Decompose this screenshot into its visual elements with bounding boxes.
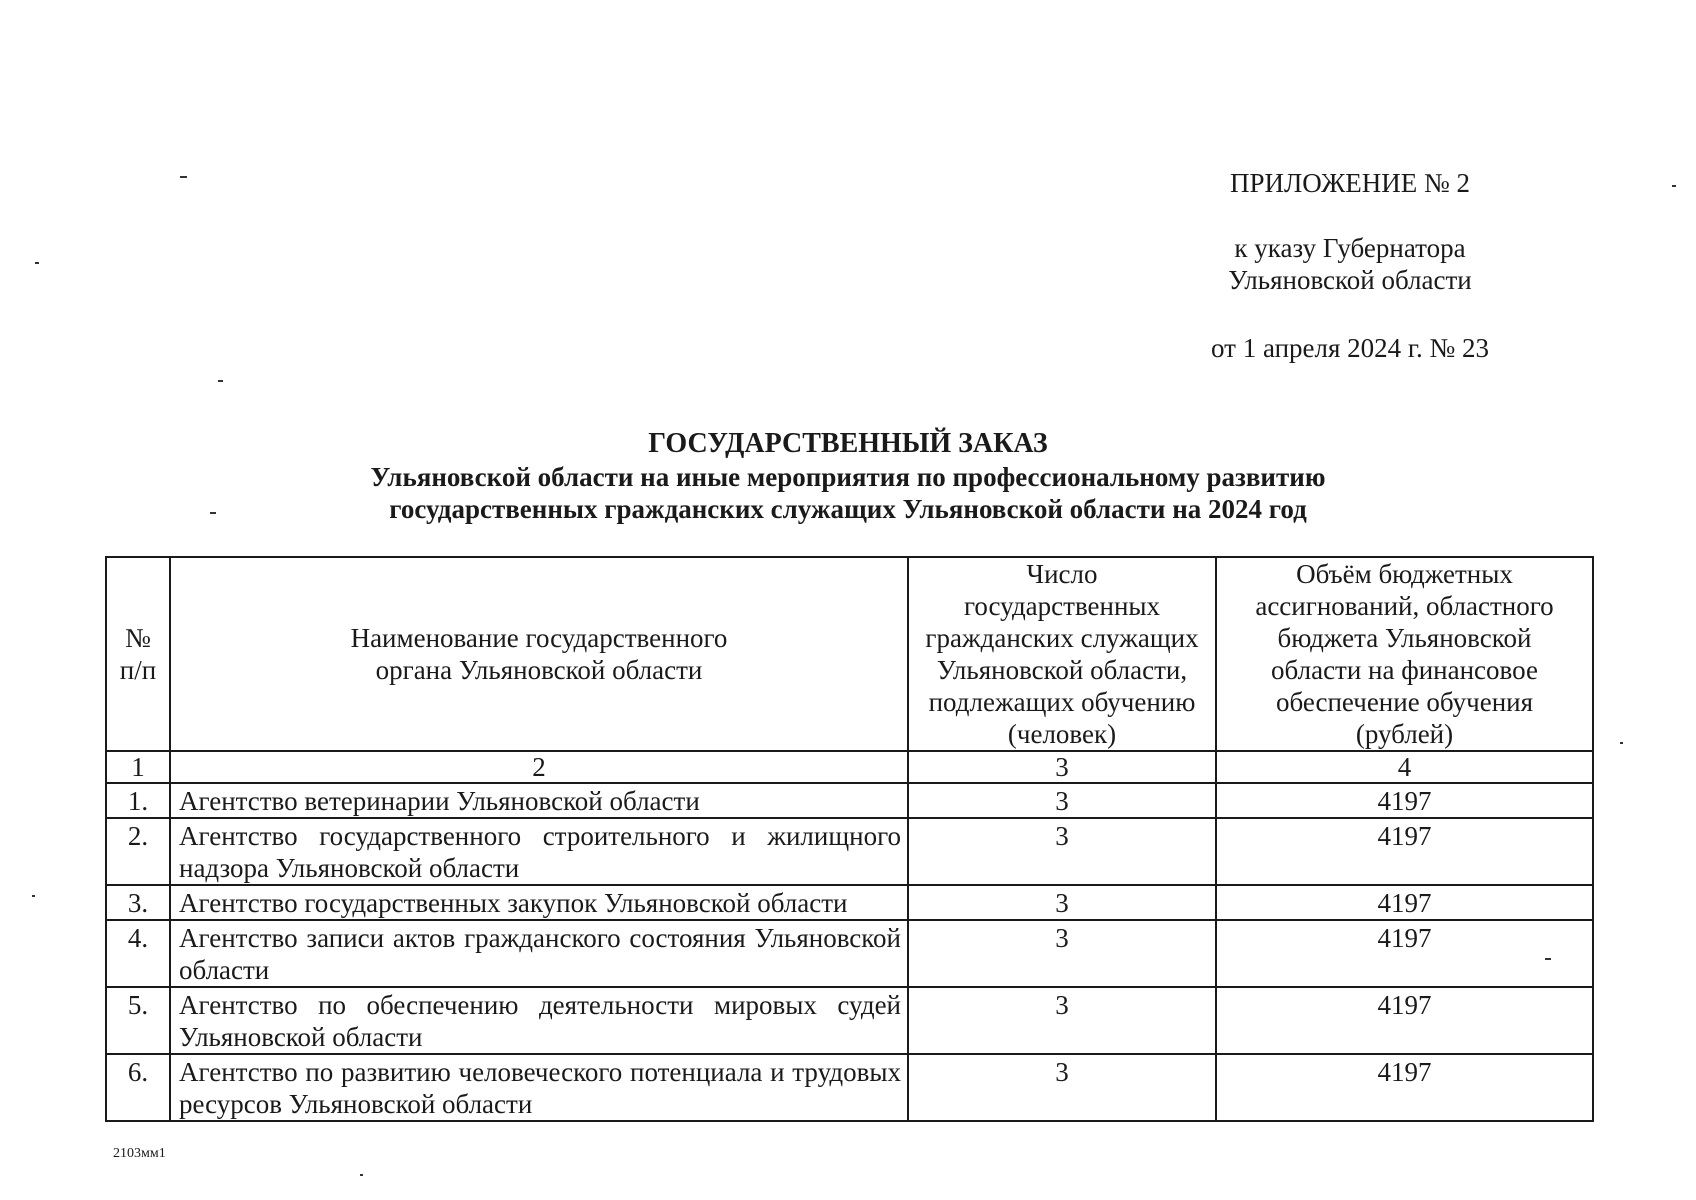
appendix-title: ПРИЛОЖЕНИЕ № 2: [1229, 168, 1471, 198]
document-title: ГОСУДАРСТВЕННЫЙ ЗАКАЗ: [648, 428, 1048, 459]
table-row: [106, 1054, 1593, 1121]
scan-speck: [360, 1174, 363, 1176]
row-employee-count: 3: [908, 1054, 1216, 1121]
appendix-date: от 1 апреля 2024 г. № 23: [1211, 333, 1489, 363]
document-subtitle-line2: государственных гражданских служащих Ульяновской области на 2024 год: [389, 494, 1307, 524]
row-employee-count: 3: [908, 987, 1216, 1054]
table-row: [106, 818, 1593, 885]
row-number: 4.: [106, 920, 170, 987]
column-number: 4: [1216, 751, 1593, 783]
scan-speck: [1545, 958, 1551, 960]
table-row: [106, 885, 1593, 920]
row-employee-count: 3: [908, 818, 1216, 885]
row-budget-amount: 4197: [1216, 1054, 1593, 1121]
row-authority-name: Агентство по обеспечению деятельности мировых судей Ульяновской области: [170, 987, 908, 1054]
table-header-row: [106, 557, 1593, 751]
row-employee-count: 3: [908, 920, 1216, 987]
row-authority-name: Агентство государственного строительного и жилищного надзора Ульяновской области: [170, 818, 908, 885]
row-number: 5.: [106, 987, 170, 1054]
appendix-reference: [1150, 232, 1550, 296]
header-authority-name: Наименование государственного органа Ульяновской области: [170, 557, 908, 751]
row-employee-count: 3: [908, 783, 1216, 818]
scan-speck: [32, 895, 35, 897]
column-number-row: [106, 751, 1593, 783]
scan-speck: [180, 176, 187, 178]
scan-speck: [218, 380, 223, 382]
header-budget-amount: Объём бюджетных ассигнований, областного бюджета Ульяновской области на финансовое обеспечение обучения (рублей): [1216, 557, 1593, 751]
appendix-ref-line2: Ульяновской области: [1228, 265, 1472, 295]
row-number: 3.: [106, 885, 170, 920]
header-employee-count: Число государственных гражданских служащих Ульяновской области, подлежащих обучению (человек): [908, 557, 1216, 751]
scan-speck: [35, 262, 39, 264]
column-number: 1: [106, 751, 170, 783]
row-authority-name: Агентство государственных закупок Ульяновской области: [170, 885, 908, 920]
appendix-ref-line1: к указу Губернатора: [1234, 233, 1466, 263]
row-number: 1.: [106, 783, 170, 818]
scan-speck: [1620, 742, 1623, 744]
header-number: № п/п: [106, 557, 170, 751]
table-row: [106, 920, 1593, 987]
row-budget-amount: 4197: [1216, 783, 1593, 818]
column-number: 2: [170, 751, 908, 783]
scan-speck: [1672, 185, 1676, 187]
row-authority-name: Агентство ветеринарии Ульяновской области: [170, 783, 908, 818]
state-order-table: [105, 556, 1594, 1122]
row-budget-amount: 4197: [1216, 885, 1593, 920]
row-budget-amount: 4197: [1216, 987, 1593, 1054]
row-number: 6.: [106, 1054, 170, 1121]
row-authority-name: Агентство записи актов гражданского состояния Ульяновской области: [170, 920, 908, 987]
scan-speck: [210, 512, 216, 514]
row-employee-count: 3: [908, 885, 1216, 920]
row-authority-name: Агентство по развитию человеческого потенциала и трудовых ресурсов Ульяновской области: [170, 1054, 908, 1121]
document-code: 2103мм1: [113, 1146, 166, 1161]
document-subtitle-line1: Ульяновской области на иные мероприятия по профессиональному развитию: [370, 462, 1326, 492]
row-budget-amount: 4197: [1216, 818, 1593, 885]
row-budget-amount: 4197: [1216, 920, 1593, 987]
column-number: 3: [908, 751, 1216, 783]
row-number: 2.: [106, 818, 170, 885]
table-row: [106, 987, 1593, 1054]
table-row: [106, 783, 1593, 818]
